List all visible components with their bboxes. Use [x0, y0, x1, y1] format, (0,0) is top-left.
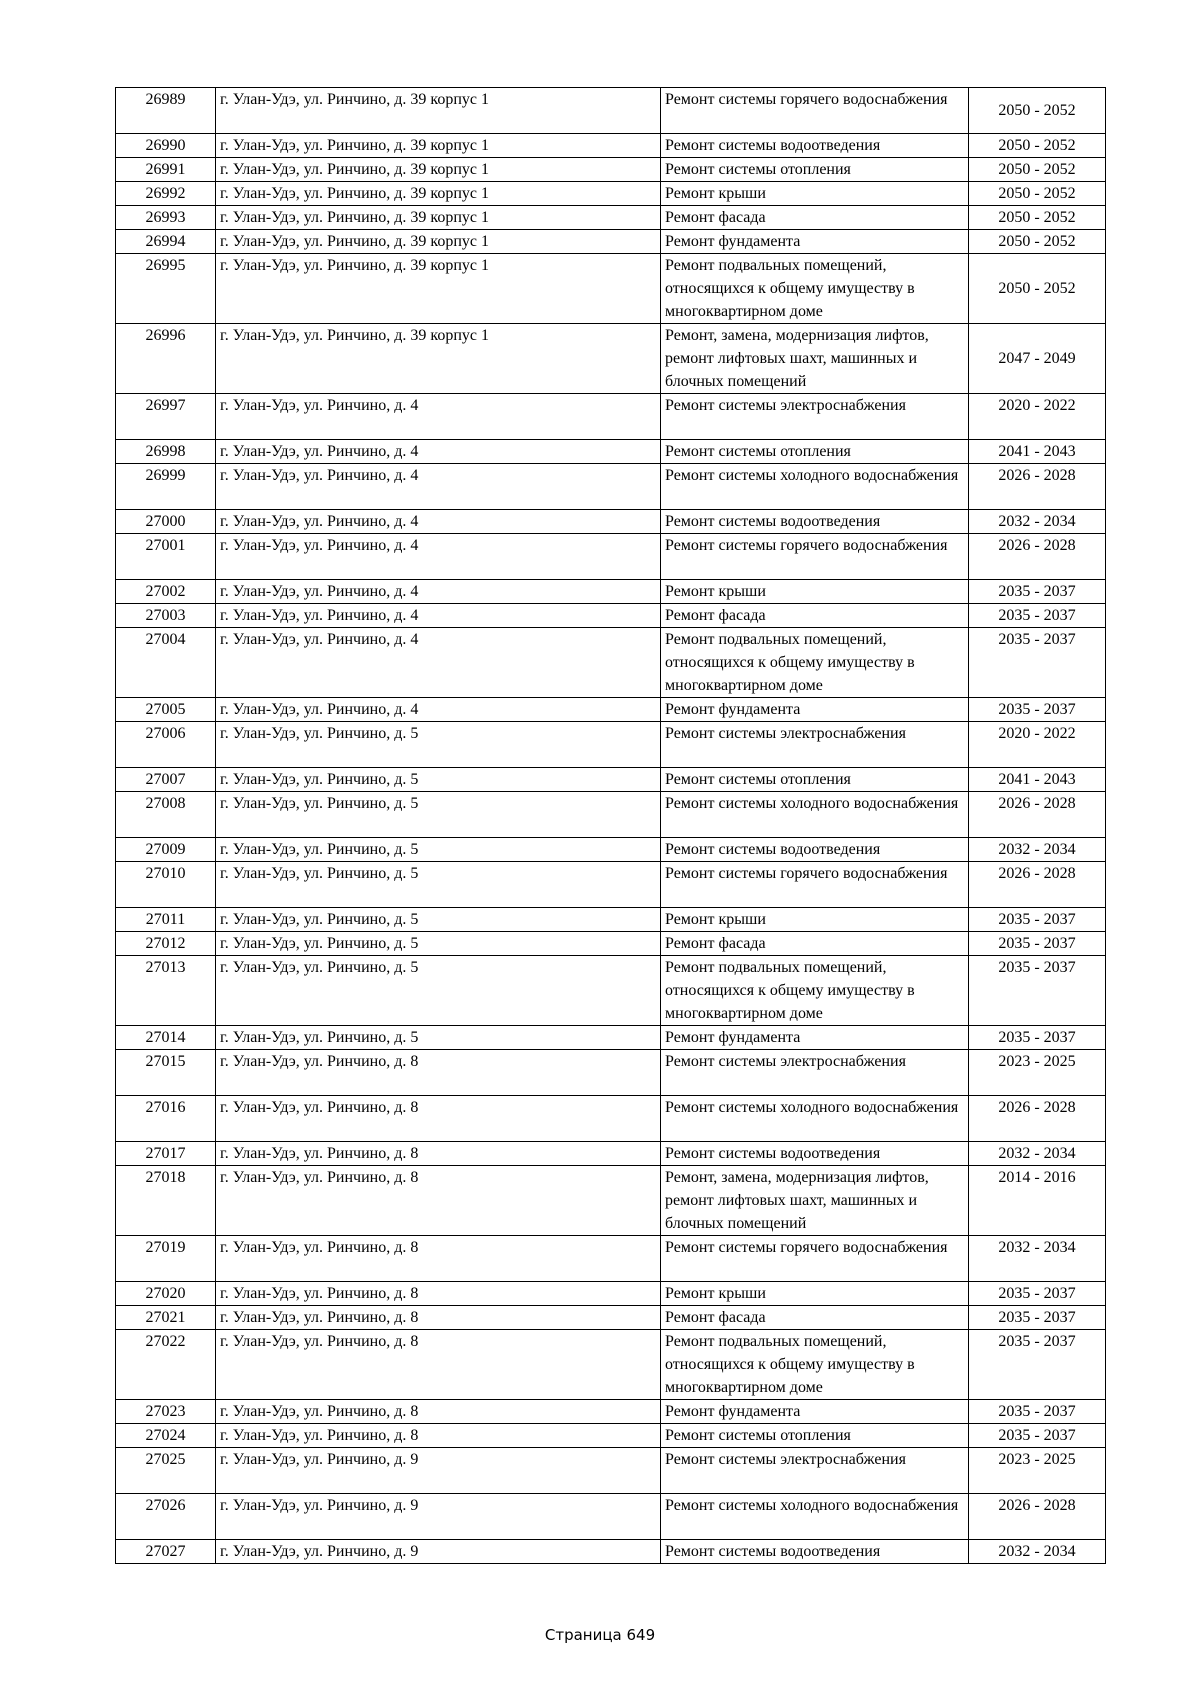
row-work-type-cell: Ремонт системы горячего водоснабжения	[661, 1236, 969, 1282]
table-row	[116, 1330, 1106, 1400]
row-id-cell: 26994	[116, 230, 216, 254]
row-id-cell: 27007	[116, 768, 216, 792]
row-work-type-cell: Ремонт системы холодного водоснабжения	[661, 1494, 969, 1540]
row-work-type-cell: Ремонт фундамента	[661, 698, 969, 722]
table-row	[116, 792, 1106, 838]
row-address-cell: г. Улан-Удэ, ул. Ринчино, д. 9	[216, 1540, 661, 1564]
table-row	[116, 908, 1106, 932]
row-address-cell: г. Улан-Удэ, ул. Ринчино, д. 4	[216, 394, 661, 440]
row-address-cell: г. Улан-Удэ, ул. Ринчино, д. 39 корпус 1	[216, 254, 661, 324]
row-work-type-cell: Ремонт системы электроснабжения	[661, 1050, 969, 1096]
row-work-type-cell: Ремонт системы холодного водоснабжения	[661, 792, 969, 838]
row-work-type-cell: Ремонт подвальных помещений, относящихся к общему имуществу в многоквартирном доме	[661, 1330, 969, 1400]
row-address-cell: г. Улан-Удэ, ул. Ринчино, д. 39 корпус 1	[216, 88, 661, 134]
row-id-cell: 27002	[116, 580, 216, 604]
row-period-cell: 2032 - 2034	[969, 1236, 1106, 1282]
table-row	[116, 1282, 1106, 1306]
row-address-cell: г. Улан-Удэ, ул. Ринчино, д. 4	[216, 698, 661, 722]
row-work-type-cell: Ремонт системы водоотведения	[661, 1540, 969, 1564]
row-id-cell: 26989	[116, 88, 216, 134]
row-address-cell: г. Улан-Удэ, ул. Ринчино, д. 8	[216, 1400, 661, 1424]
row-address-cell: г. Улан-Удэ, ул. Ринчино, д. 8	[216, 1424, 661, 1448]
row-work-type-cell: Ремонт системы электроснабжения	[661, 394, 969, 440]
row-id-cell: 27010	[116, 862, 216, 908]
row-work-type-cell: Ремонт системы отопления	[661, 768, 969, 792]
row-period-cell: 2035 - 2037	[969, 580, 1106, 604]
row-period-cell: 2026 - 2028	[969, 792, 1106, 838]
row-period-cell: 2035 - 2037	[969, 1306, 1106, 1330]
row-period-cell: 2032 - 2034	[969, 1540, 1106, 1564]
row-work-type-cell: Ремонт системы водоотведения	[661, 838, 969, 862]
row-work-type-cell: Ремонт системы водоотведения	[661, 1142, 969, 1166]
table-row	[116, 1540, 1106, 1564]
row-id-cell: 26996	[116, 324, 216, 394]
table-row	[116, 698, 1106, 722]
row-work-type-cell: Ремонт системы электроснабжения	[661, 722, 969, 768]
row-period-cell: 2035 - 2037	[969, 628, 1106, 698]
row-address-cell: г. Улан-Удэ, ул. Ринчино, д. 8	[216, 1166, 661, 1236]
row-period-cell: 2050 - 2052	[969, 158, 1106, 182]
row-address-cell: г. Улан-Удэ, ул. Ринчино, д. 8	[216, 1236, 661, 1282]
row-work-type-cell: Ремонт фасада	[661, 1306, 969, 1330]
table-row	[116, 88, 1106, 134]
row-work-type-cell: Ремонт подвальных помещений, относящихся к общему имуществу в многоквартирном доме	[661, 254, 969, 324]
row-address-cell: г. Улан-Удэ, ул. Ринчино, д. 5	[216, 1026, 661, 1050]
table-row	[116, 956, 1106, 1026]
row-id-cell: 27004	[116, 628, 216, 698]
row-id-cell: 26992	[116, 182, 216, 206]
row-work-type-cell: Ремонт подвальных помещений, относящихся к общему имуществу в многоквартирном доме	[661, 628, 969, 698]
row-id-cell: 26999	[116, 464, 216, 510]
table-row	[116, 1236, 1106, 1282]
row-address-cell: г. Улан-Удэ, ул. Ринчино, д. 8	[216, 1306, 661, 1330]
row-id-cell: 27012	[116, 932, 216, 956]
row-period-cell: 2026 - 2028	[969, 862, 1106, 908]
row-period-cell: 2035 - 2037	[969, 908, 1106, 932]
row-period-cell: 2035 - 2037	[969, 698, 1106, 722]
page-number: Страница 649	[544, 1626, 656, 1644]
row-id-cell: 26997	[116, 394, 216, 440]
row-address-cell: г. Улан-Удэ, ул. Ринчино, д. 8	[216, 1330, 661, 1400]
row-period-cell: 2032 - 2034	[969, 1142, 1106, 1166]
row-id-cell: 27024	[116, 1424, 216, 1448]
row-address-cell: г. Улан-Удэ, ул. Ринчино, д. 4	[216, 464, 661, 510]
row-id-cell: 27000	[116, 510, 216, 534]
row-work-type-cell: Ремонт системы холодного водоснабжения	[661, 464, 969, 510]
row-id-cell: 27016	[116, 1096, 216, 1142]
row-period-cell: 2050 - 2052	[969, 254, 1106, 324]
row-address-cell: г. Улан-Удэ, ул. Ринчино, д. 9	[216, 1494, 661, 1540]
table-row	[116, 440, 1106, 464]
row-id-cell: 26998	[116, 440, 216, 464]
table-row	[116, 206, 1106, 230]
row-period-cell: 2050 - 2052	[969, 230, 1106, 254]
row-address-cell: г. Улан-Удэ, ул. Ринчино, д. 39 корпус 1	[216, 134, 661, 158]
table-row	[116, 158, 1106, 182]
row-work-type-cell: Ремонт крыши	[661, 908, 969, 932]
row-period-cell: 2035 - 2037	[969, 1026, 1106, 1050]
row-period-cell: 2035 - 2037	[969, 604, 1106, 628]
row-address-cell: г. Улан-Удэ, ул. Ринчино, д. 5	[216, 792, 661, 838]
table-row	[116, 534, 1106, 580]
row-period-cell: 2020 - 2022	[969, 394, 1106, 440]
row-id-cell: 27026	[116, 1494, 216, 1540]
row-period-cell: 2035 - 2037	[969, 1424, 1106, 1448]
row-id-cell: 27023	[116, 1400, 216, 1424]
row-id-cell: 27019	[116, 1236, 216, 1282]
row-work-type-cell: Ремонт системы отопления	[661, 158, 969, 182]
row-id-cell: 27003	[116, 604, 216, 628]
row-address-cell: г. Улан-Удэ, ул. Ринчино, д. 8	[216, 1050, 661, 1096]
table-row	[116, 1448, 1106, 1494]
row-period-cell: 2047 - 2049	[969, 324, 1106, 394]
row-address-cell: г. Улан-Удэ, ул. Ринчино, д. 9	[216, 1448, 661, 1494]
row-work-type-cell: Ремонт, замена, модернизация лифтов, ремонт лифтовых шахт, машинных и блочных помещений	[661, 324, 969, 394]
row-id-cell: 27011	[116, 908, 216, 932]
row-work-type-cell: Ремонт фасада	[661, 604, 969, 628]
row-address-cell: г. Улан-Удэ, ул. Ринчино, д. 39 корпус 1	[216, 158, 661, 182]
row-address-cell: г. Улан-Удэ, ул. Ринчино, д. 39 корпус 1	[216, 182, 661, 206]
row-address-cell: г. Улан-Удэ, ул. Ринчино, д. 5	[216, 768, 661, 792]
row-id-cell: 27009	[116, 838, 216, 862]
row-address-cell: г. Улан-Удэ, ул. Ринчино, д. 4	[216, 510, 661, 534]
row-address-cell: г. Улан-Удэ, ул. Ринчино, д. 4	[216, 440, 661, 464]
row-period-cell: 2035 - 2037	[969, 932, 1106, 956]
row-address-cell: г. Улан-Удэ, ул. Ринчино, д. 4	[216, 604, 661, 628]
row-id-cell: 27014	[116, 1026, 216, 1050]
row-id-cell: 27018	[116, 1166, 216, 1236]
row-address-cell: г. Улан-Удэ, ул. Ринчино, д. 8	[216, 1142, 661, 1166]
row-period-cell: 2032 - 2034	[969, 510, 1106, 534]
table-row	[116, 254, 1106, 324]
table-row	[116, 1424, 1106, 1448]
row-period-cell: 2035 - 2037	[969, 956, 1106, 1026]
row-work-type-cell: Ремонт системы водоотведения	[661, 510, 969, 534]
table-row	[116, 394, 1106, 440]
row-id-cell: 27027	[116, 1540, 216, 1564]
row-work-type-cell: Ремонт фасада	[661, 932, 969, 956]
row-id-cell: 26990	[116, 134, 216, 158]
table-row	[116, 1096, 1106, 1142]
row-address-cell: г. Улан-Удэ, ул. Ринчино, д. 5	[216, 932, 661, 956]
table-row	[116, 1050, 1106, 1096]
row-period-cell: 2050 - 2052	[969, 206, 1106, 230]
table-row	[116, 134, 1106, 158]
row-id-cell: 27008	[116, 792, 216, 838]
row-work-type-cell: Ремонт системы холодного водоснабжения	[661, 1096, 969, 1142]
row-period-cell: 2026 - 2028	[969, 534, 1106, 580]
table-row	[116, 580, 1106, 604]
row-id-cell: 27015	[116, 1050, 216, 1096]
row-period-cell: 2026 - 2028	[969, 1096, 1106, 1142]
row-id-cell: 27020	[116, 1282, 216, 1306]
row-work-type-cell: Ремонт фасада	[661, 206, 969, 230]
row-address-cell: г. Улан-Удэ, ул. Ринчино, д. 39 корпус 1	[216, 230, 661, 254]
table-row	[116, 230, 1106, 254]
row-work-type-cell: Ремонт подвальных помещений, относящихся к общему имуществу в многоквартирном доме	[661, 956, 969, 1026]
row-address-cell: г. Улан-Удэ, ул. Ринчино, д. 8	[216, 1096, 661, 1142]
table-row	[116, 628, 1106, 698]
table-row	[116, 1400, 1106, 1424]
row-address-cell: г. Улан-Удэ, ул. Ринчино, д. 5	[216, 838, 661, 862]
row-work-type-cell: Ремонт крыши	[661, 182, 969, 206]
table-row	[116, 768, 1106, 792]
row-id-cell: 26993	[116, 206, 216, 230]
row-id-cell: 26995	[116, 254, 216, 324]
row-period-cell: 2041 - 2043	[969, 440, 1106, 464]
row-work-type-cell: Ремонт фундамента	[661, 230, 969, 254]
row-period-cell: 2023 - 2025	[969, 1050, 1106, 1096]
row-work-type-cell: Ремонт фундамента	[661, 1026, 969, 1050]
table-row	[116, 464, 1106, 510]
table-body	[116, 88, 1106, 1564]
row-period-cell: 2032 - 2034	[969, 838, 1106, 862]
row-work-type-cell: Ремонт системы отопления	[661, 1424, 969, 1448]
row-work-type-cell: Ремонт системы горячего водоснабжения	[661, 534, 969, 580]
row-work-type-cell: Ремонт системы отопления	[661, 440, 969, 464]
table-row	[116, 1026, 1106, 1050]
row-address-cell: г. Улан-Удэ, ул. Ринчино, д. 5	[216, 956, 661, 1026]
row-address-cell: г. Улан-Удэ, ул. Ринчино, д. 5	[216, 862, 661, 908]
row-address-cell: г. Улан-Удэ, ул. Ринчино, д. 4	[216, 534, 661, 580]
row-work-type-cell: Ремонт, замена, модернизация лифтов, ремонт лифтовых шахт, машинных и блочных помещений	[661, 1166, 969, 1236]
row-id-cell: 27025	[116, 1448, 216, 1494]
row-work-type-cell: Ремонт крыши	[661, 580, 969, 604]
row-period-cell: 2014 - 2016	[969, 1166, 1106, 1236]
row-work-type-cell: Ремонт системы горячего водоснабжения	[661, 862, 969, 908]
row-id-cell: 27022	[116, 1330, 216, 1400]
row-work-type-cell: Ремонт системы горячего водоснабжения	[661, 88, 969, 134]
row-period-cell: 2050 - 2052	[969, 134, 1106, 158]
row-id-cell: 27017	[116, 1142, 216, 1166]
table-row	[116, 722, 1106, 768]
table-row	[116, 182, 1106, 206]
row-period-cell: 2041 - 2043	[969, 768, 1106, 792]
table-row	[116, 838, 1106, 862]
table-row	[116, 324, 1106, 394]
table-row	[116, 932, 1106, 956]
row-address-cell: г. Улан-Удэ, ул. Ринчино, д. 8	[216, 1282, 661, 1306]
row-work-type-cell: Ремонт системы водоотведения	[661, 134, 969, 158]
row-id-cell: 27005	[116, 698, 216, 722]
row-period-cell: 2035 - 2037	[969, 1330, 1106, 1400]
row-address-cell: г. Улан-Удэ, ул. Ринчино, д. 5	[216, 908, 661, 932]
row-work-type-cell: Ремонт крыши	[661, 1282, 969, 1306]
row-period-cell: 2035 - 2037	[969, 1282, 1106, 1306]
row-address-cell: г. Улан-Удэ, ул. Ринчино, д. 4	[216, 580, 661, 604]
row-id-cell: 26991	[116, 158, 216, 182]
row-work-type-cell: Ремонт системы электроснабжения	[661, 1448, 969, 1494]
row-period-cell: 2050 - 2052	[969, 88, 1106, 134]
table-row	[116, 862, 1106, 908]
row-id-cell: 27013	[116, 956, 216, 1026]
row-address-cell: г. Улан-Удэ, ул. Ринчино, д. 5	[216, 722, 661, 768]
table-row	[116, 1142, 1106, 1166]
table-row	[116, 604, 1106, 628]
row-period-cell: 2020 - 2022	[969, 722, 1106, 768]
row-work-type-cell: Ремонт фундамента	[661, 1400, 969, 1424]
row-period-cell: 2035 - 2037	[969, 1400, 1106, 1424]
table-row	[116, 1494, 1106, 1540]
table-row	[116, 1306, 1106, 1330]
row-period-cell: 2026 - 2028	[969, 464, 1106, 510]
table-row	[116, 1166, 1106, 1236]
table-row	[116, 510, 1106, 534]
row-period-cell: 2026 - 2028	[969, 1494, 1106, 1540]
work-schedule-table	[115, 87, 1106, 1564]
row-address-cell: г. Улан-Удэ, ул. Ринчино, д. 39 корпус 1	[216, 206, 661, 230]
row-period-cell: 2023 - 2025	[969, 1448, 1106, 1494]
row-address-cell: г. Улан-Удэ, ул. Ринчино, д. 4	[216, 628, 661, 698]
row-id-cell: 27006	[116, 722, 216, 768]
row-address-cell: г. Улан-Удэ, ул. Ринчино, д. 39 корпус 1	[216, 324, 661, 394]
row-period-cell: 2050 - 2052	[969, 182, 1106, 206]
row-id-cell: 27021	[116, 1306, 216, 1330]
row-id-cell: 27001	[116, 534, 216, 580]
